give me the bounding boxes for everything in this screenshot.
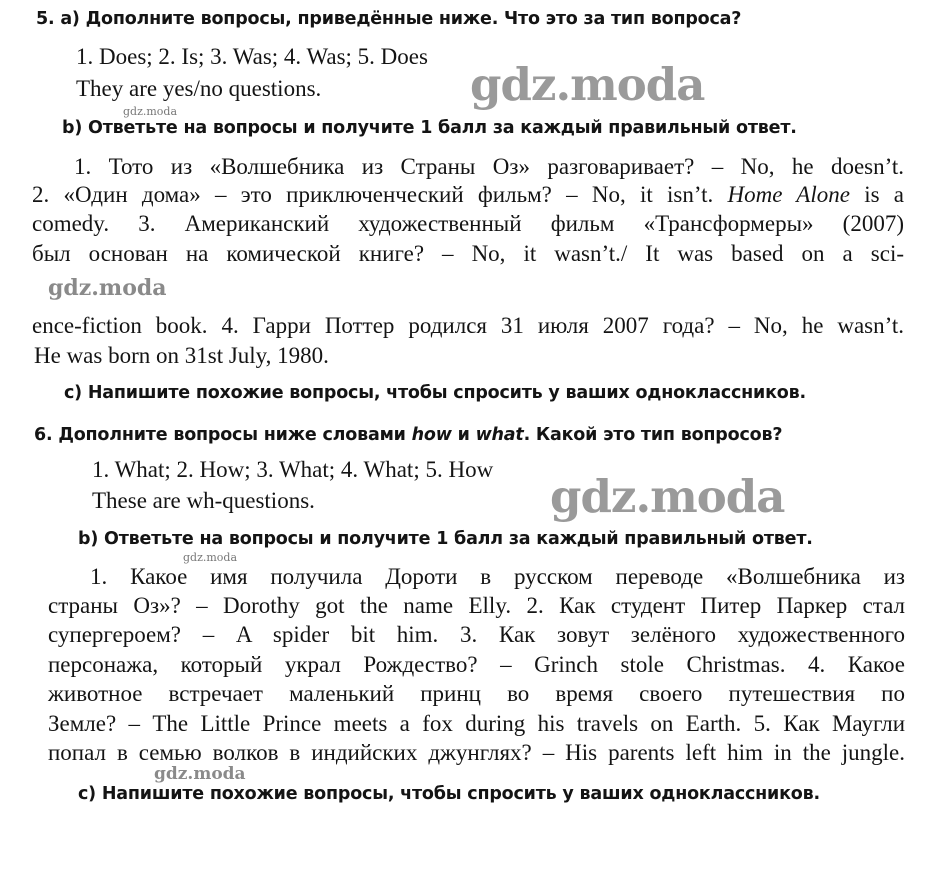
task6-heading-how: how: [411, 425, 452, 445]
task6-b-line-4: персонажа, который украл Рождество? – Grinch stole Christmas. 4. Какое: [48, 652, 905, 677]
task6-b-line-1: 1. Какое имя получила Дороти в русском переводе «Волшебника из: [90, 564, 905, 589]
task6-b-line-7: попал в семью волков в индийских джунглях? – His parents left him in the jungle.: [48, 740, 905, 765]
task6-answers-a: 1. What; 2. How; 3. What; 4. What; 5. How: [92, 457, 494, 482]
task5-b-line-2-text: 2. «Один дома» – это приключенческий фильм? – No, it isn’t.: [32, 182, 714, 207]
task6-heading-post: . Какой это тип вопросов?: [523, 425, 783, 445]
task6-b-line-2: страны Оз»? – Dorothy got the name Elly. 2. Как студент Питер Паркер стал: [48, 593, 905, 618]
task6-heading-pre: 6. Дополните вопросы ниже словами: [34, 425, 412, 445]
task6-type-a: These are wh-questions.: [92, 488, 315, 513]
task6-heading-c: c) Напишите похожие вопросы, чтобы спросить у ваших одноклассников.: [78, 784, 820, 804]
task5-b-line-5: ence-fiction book. 4. Гарри Поттер родился 31 июля 2007 года? – No, he wasn’t.: [32, 313, 904, 338]
task5-b-line-3: comedy. 3. Американский художественный фильм «Трансформеры» (2007): [32, 211, 904, 236]
task5-type-a: They are yes/no questions.: [76, 76, 322, 101]
watermark-tiny-1: gdz.moda: [123, 105, 178, 118]
task5-b-line-4: был основан на комической книге? – No, it wasn’t./ It was based on a sci-: [32, 241, 904, 266]
watermark-large-1: gdz.moda: [470, 58, 705, 111]
watermark-small-1: gdz.moda: [48, 275, 167, 301]
watermark-tiny-2: gdz.moda: [183, 551, 238, 564]
task5-b-line-2: [32, 183, 904, 206]
task5-b-line-6: He was born on 31st July, 1980.: [34, 343, 329, 368]
task6-heading-and: и: [451, 425, 476, 445]
task5-heading-a: 5. а) Дополните вопросы, приведённые ниже. Что это за тип вопроса?: [36, 9, 742, 29]
task6-heading-what: what: [475, 425, 524, 445]
task6-b-line-3: супергероем? – A spider bit him. 3. Как зовут зелёного художественного: [48, 622, 905, 647]
task6-heading-a: [34, 425, 782, 445]
task6-b-line-6: Земле? – The Little Prince meets a fox during his travels on Earth. 5. Как Маугли: [48, 711, 905, 736]
task5-b-line-2-italic: Home Alone: [727, 182, 850, 207]
watermark-large-2: gdz.moda: [550, 470, 785, 523]
task5-b-line-1: 1. Тото из «Волшебника из Страны Оз» разговаривает? – No, he doesn’t.: [74, 154, 904, 179]
task5-answers-a: 1. Does; 2. Is; 3. Was; 4. Was; 5. Does: [76, 44, 428, 69]
task6-b-line-5: животное встречает маленький принц во время своего путешествия по: [48, 681, 905, 706]
task5-heading-c: c) Напишите похожие вопросы, чтобы спросить у ваших одноклассников.: [64, 383, 806, 403]
watermark-small-2: gdz.moda: [154, 764, 246, 784]
task6-heading-b: b) Ответьте на вопросы и получите 1 балл за каждый правильный ответ.: [78, 529, 813, 549]
task5-b-line-2-end: is a: [864, 182, 905, 207]
task5-heading-b: b) Ответьте на вопросы и получите 1 балл за каждый правильный ответ.: [62, 118, 797, 138]
